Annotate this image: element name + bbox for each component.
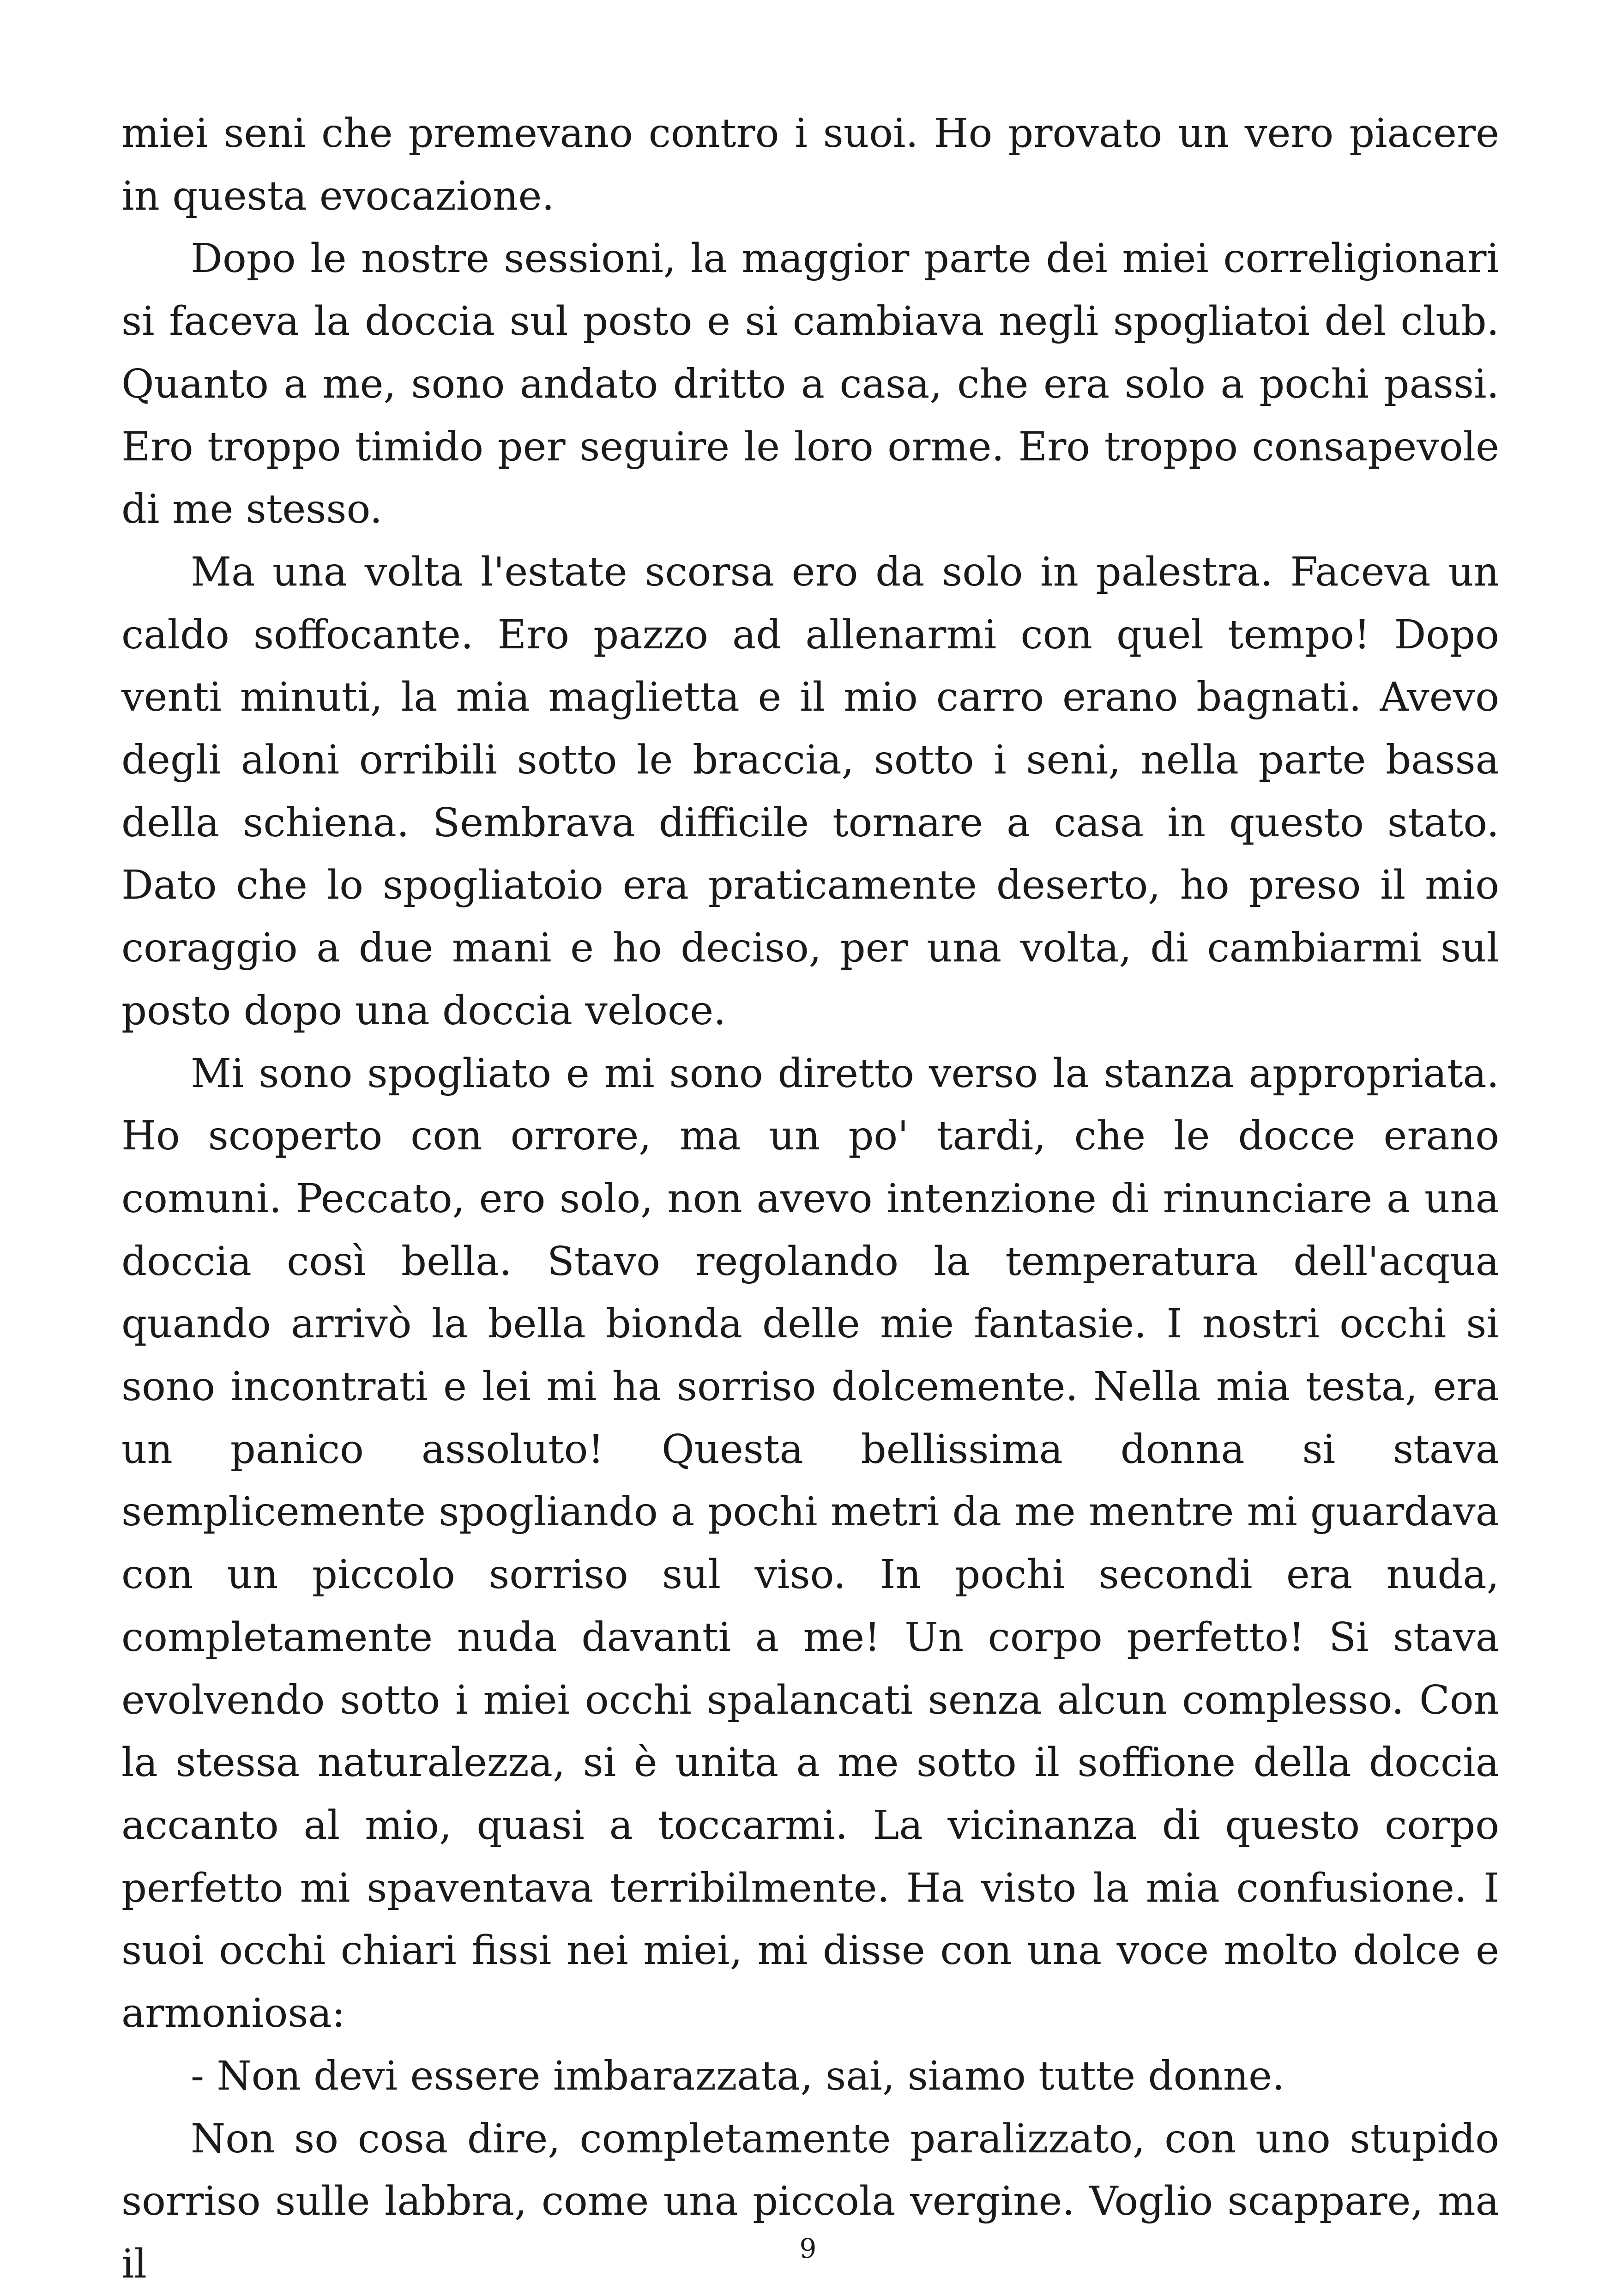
paragraph: Non so cosa dire, completamente paralizzato, con uno stupido sorriso sulle labbra, come una piccola vergine. Voglio scappare, ma il [121, 2115, 1499, 2287]
paragraph: Dopo le nostre sessioni, la maggior parte dei miei correligionari si faceva la doccia sul posto e si cambiava negli spogliatoi del club. Quanto a me, sono andato dritto a casa, che era solo a pochi passi. Ero troppo timido per seguire le loro orme. Ero troppo consapevole di me stesso. [121, 236, 1499, 533]
paragraph: Ma una volta l'estate scorsa ero da solo in palestra. Faceva un caldo soffocante. Ero pazzo ad allenarmi con quel tempo! Dopo venti minuti, la mia maglietta e il mio carro erano bagnati. Avevo degli aloni orribili sotto le braccia, sotto i seni, nella parte bassa della schiena. Sembrava difficile tornare a casa in questo stato. Dato che lo spogliatoio era praticamente deserto, ho preso il mio coraggio a due mani e ho deciso, per una volta, di cambiarmi sul posto dopo una doccia veloce. [121, 549, 1499, 1034]
paragraph-dialogue: - Non devi essere imbarazzata, sai, siamo tutte donne. [191, 2053, 1285, 2099]
body-text [121, 103, 1499, 2296]
paragraph: Mi sono spogliato e mi sono diretto verso la stanza appropriata. Ho scoperto con orrore, ma un po' tardi, che le docce erano comuni. Peccato, ero solo, non avevo intenzione di rinunciare a una doccia così bella. Stavo regolando la temperatura dell'acqua quando arrivò la bella bionda delle mie fantasie. I nostri occhi si sono incontrati e lei mi ha sorriso dolcemente. Nella mia testa, era un panico assoluto! Questa bellissima donna si stava semplicemente spogliando a pochi metri da me mentre mi guardava con un piccolo sorriso sul viso. In pochi secondi era nuda, completamente nuda davanti a me! Un corpo perfetto! Si stava evolvendo sotto i miei occhi spalancati senza alcun complesso. Con la stessa naturalezza, si è unita a me sotto il soffione della doccia accanto al mio, quasi a toccarmi. La vicinanza di questo corpo perfetto mi spaventava terribilmente. Ha visto la mia confusione. I suoi occhi chiari fissi nei miei, mi disse con una voce molto dolce e armoniosa: [121, 1050, 1499, 2037]
page-number: 9 [799, 2233, 817, 2264]
paragraph-continuation: miei seni che premevano contro i suoi. Ho provato un vero piacere in questa evocazione. [121, 110, 1499, 219]
